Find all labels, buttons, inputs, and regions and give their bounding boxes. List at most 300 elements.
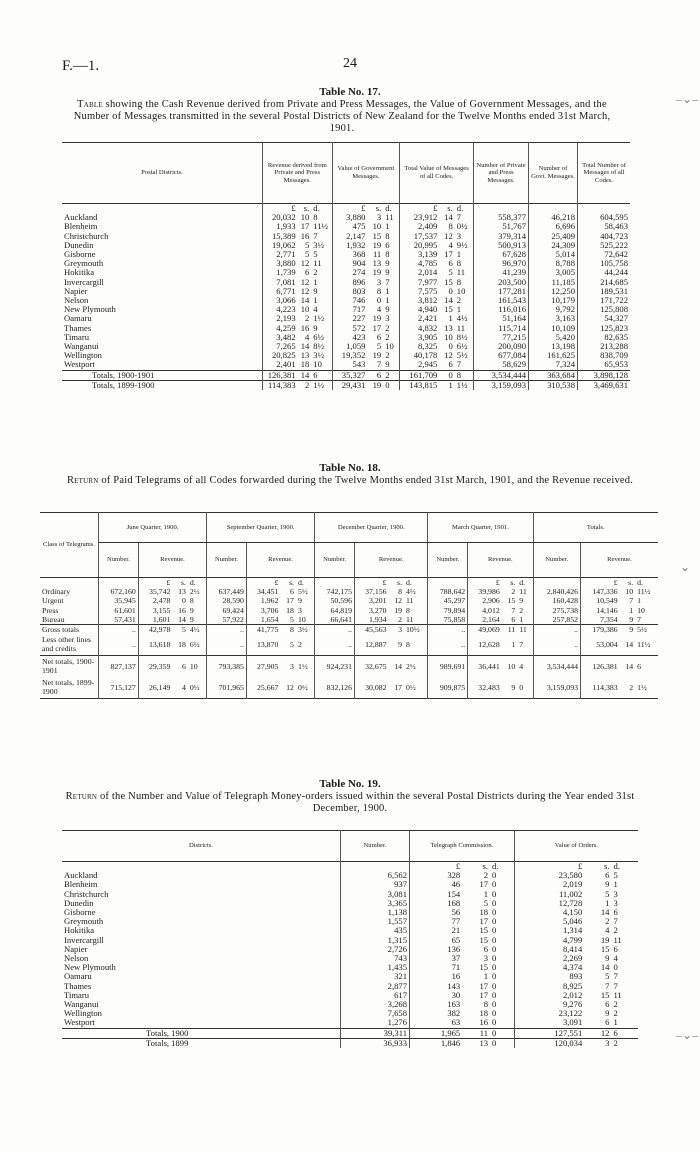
table18-subheader-number: Number.: [315, 543, 355, 578]
table-cell: 75,858: [428, 615, 468, 625]
row-label: Bureau: [40, 615, 99, 625]
table-cell: 558,377: [474, 213, 529, 222]
unit-label: £: [495, 578, 500, 587]
table-cell: 5½: [296, 587, 315, 596]
table-cell: 2: [296, 634, 315, 656]
table19-row: [62, 982, 638, 991]
table-cell: 788,642: [428, 587, 468, 596]
table-cell: 310,538: [529, 380, 578, 390]
unit-label: £: [274, 578, 279, 587]
table-cell: 13: [444, 322, 453, 333]
table-cell: 65: [451, 934, 461, 945]
table19-caption-lead: Return: [65, 791, 98, 802]
table-cell: 171,722: [600, 295, 628, 306]
table-cell: 11: [517, 625, 533, 635]
table-cell: 5: [290, 640, 294, 650]
district-name: Wellington: [62, 1009, 341, 1018]
district-name: Totals, 1899: [62, 1038, 341, 1048]
district-name: Totals, 1899-1900: [62, 380, 263, 390]
table-cell: ..: [207, 625, 247, 635]
table-cell: 5: [605, 888, 610, 899]
table-cell: 67,628: [474, 250, 529, 259]
table17: [62, 142, 630, 390]
table-cell: 7: [629, 596, 634, 606]
row-label: Urgent: [40, 596, 99, 605]
table-cell: 13,618: [148, 640, 171, 650]
table-cell: 379,314: [474, 232, 529, 241]
table-cell: 3,091: [562, 1017, 583, 1028]
table19-total-row: [62, 1038, 638, 1048]
table-cell: 1,654: [260, 614, 279, 624]
table18-row: [40, 615, 658, 625]
table-cell: 10: [300, 212, 310, 223]
table-cell: 227: [352, 313, 366, 324]
table-cell: 4: [304, 331, 310, 342]
table17-row: [62, 259, 630, 268]
table-cell: 4,150: [562, 907, 583, 918]
district-name: Dunedin: [62, 899, 341, 908]
table-cell: 2: [304, 313, 310, 324]
table-cell: 11: [507, 625, 516, 635]
table-cell: 3: [290, 662, 294, 672]
unit-label: £: [361, 203, 366, 213]
table-cell: 4½: [188, 625, 207, 635]
district-name: Westport: [62, 1018, 341, 1028]
table-cell: 115,714: [474, 324, 529, 333]
unit-label: £: [455, 861, 461, 871]
table-cell: 1,276: [341, 1018, 410, 1028]
table19-row: [62, 917, 638, 926]
table-cell: 19,062: [272, 239, 296, 250]
table-cell: 26,149: [148, 683, 171, 693]
table-cell: 701,965: [207, 677, 247, 699]
table-cell: 7: [383, 278, 399, 287]
table19-total-row: [62, 1028, 638, 1038]
table19-row: [62, 1009, 638, 1018]
table-cell: 7,081: [276, 276, 296, 287]
table-cell: 637,449: [207, 587, 247, 596]
table-cell: 896: [352, 276, 366, 287]
table-cell: ..: [428, 634, 468, 656]
table-cell: 1: [455, 250, 474, 259]
table-cell: 9,792: [529, 305, 578, 314]
table-cell: 44,244: [604, 267, 628, 278]
table19-caption-text: of the Number and Value of Telegraph Money-orders issued within the several Postal Districts during the Year ended 31st December, 1900.: [99, 791, 635, 814]
table-cell: 2,945: [418, 359, 438, 370]
table18-row: [40, 596, 658, 605]
table-cell: 3,159,093: [533, 677, 581, 699]
table19-row: [62, 899, 638, 908]
table-cell: 3: [483, 953, 489, 964]
table-cell: 7,658: [341, 1009, 410, 1018]
district-name: Blenheim: [62, 222, 263, 231]
table-cell: 9: [605, 1008, 610, 1019]
table-cell: 9: [188, 615, 207, 625]
margin-mark: –⌄–: [676, 92, 699, 106]
table17-header-private-count: Number of Private and Press Messages.: [474, 143, 529, 204]
table-cell: 8: [455, 278, 474, 287]
table-cell: 0: [490, 1038, 514, 1048]
table-cell: 15: [479, 962, 489, 973]
table-cell: 13,198: [529, 342, 578, 351]
district-name: Thames: [62, 324, 263, 333]
table17-row: [62, 241, 630, 250]
table-cell: 51,767: [474, 222, 529, 231]
table17-caption-text: showing the Cash Revenue derived from Private and Press Messages, the Value of Government Messages, and the Number of Messages transmitted in the several Postal Districts of New Zealand for the Twelve Months ended 31st March, 1901.: [73, 99, 611, 134]
table-cell: 15: [444, 276, 453, 287]
table-cell: 42,978: [148, 625, 171, 635]
row-label: Ordinary: [40, 587, 99, 596]
district-name: Timaru: [62, 333, 263, 342]
table-cell: 1,962: [260, 596, 279, 606]
table-cell: 12: [300, 258, 310, 269]
table-cell: 0: [490, 899, 514, 908]
table-cell: 57,431: [99, 615, 139, 625]
district-name: Auckland: [62, 213, 263, 222]
table-cell: 18: [479, 1008, 489, 1019]
table-cell: 12: [394, 596, 403, 606]
table19-row: [62, 1000, 638, 1009]
table-cell: 4,832: [418, 322, 438, 333]
table18-subheader-number: Number.: [533, 543, 581, 578]
unit-label: £: [166, 578, 171, 587]
table-cell: 4½: [455, 314, 474, 323]
table-cell: 1: [613, 1017, 618, 1028]
table-cell: 746: [352, 295, 366, 306]
district-name: New Plymouth: [62, 963, 341, 972]
table-cell: 1: [383, 287, 399, 296]
table-cell: 50,596: [315, 596, 355, 605]
table-cell: 19: [600, 934, 610, 945]
table-cell: 54,327: [604, 313, 628, 324]
unit-label: d.: [383, 204, 399, 214]
table-cell: 0: [490, 954, 514, 963]
table-cell: 14: [444, 295, 453, 306]
table-cell: 61,601: [99, 606, 139, 615]
table-cell: 8½: [311, 342, 332, 351]
table-cell: 1½: [311, 314, 332, 323]
table-cell: 71: [451, 962, 461, 973]
table-cell: 14: [625, 662, 634, 672]
district-name: Oamaru: [62, 972, 341, 981]
table-cell: 5½: [455, 351, 474, 360]
table18-net-row: [40, 656, 658, 678]
table-cell: 6: [376, 369, 382, 380]
table19-caption: [60, 791, 640, 815]
table-cell: 12,887: [365, 640, 387, 650]
table-cell: 11: [479, 1027, 489, 1038]
table-cell: 2,019: [562, 879, 583, 890]
table-cell: 1: [629, 605, 634, 615]
table-cell: 13: [479, 1037, 489, 1048]
table-cell: 604,595: [600, 212, 628, 223]
table18-header-march: March Quarter, 1901.: [428, 513, 533, 543]
district-name: Invercargill: [62, 936, 341, 945]
table-cell: 0: [448, 369, 453, 380]
margin-mark: ⌄: [680, 560, 691, 574]
row-label: Net totals, 1900-1901: [40, 656, 99, 678]
unit-label: £: [433, 203, 438, 213]
unit-label: d.: [490, 862, 514, 872]
table-cell: 2: [311, 268, 332, 277]
table18-quarter-row: [40, 513, 658, 543]
table-cell: 0: [490, 972, 514, 981]
table18-header-june: June Quarter, 1900.: [99, 513, 207, 543]
table17-header-govt-value: Value of Government Messages.: [332, 143, 400, 204]
table-cell: 126,381: [592, 662, 618, 672]
table-cell: 14: [600, 907, 610, 918]
table-cell: 3: [613, 888, 618, 899]
table-cell: 1,435: [341, 963, 410, 972]
table-cell: 2: [383, 333, 399, 342]
table-cell: 17: [444, 249, 453, 260]
table-cell: 3,469,631: [593, 379, 628, 390]
table17-row: [62, 287, 630, 296]
table17-caption-lead: Table: [77, 99, 103, 110]
table-cell: 10: [637, 605, 645, 615]
table-cell: 4,223: [276, 304, 296, 315]
table-cell: 1,315: [341, 936, 410, 945]
table-cell: 10,109: [529, 324, 578, 333]
table-cell: 5: [376, 341, 382, 352]
table-cell: ..: [207, 634, 247, 656]
table18-subheader-revenue: Revenue.: [138, 543, 206, 578]
unit-label: s.: [397, 578, 403, 587]
table17-row: [62, 360, 630, 370]
table-cell: 4: [605, 925, 610, 936]
table-cell: 274: [352, 267, 366, 278]
district-name: Thames: [62, 982, 341, 991]
table-cell: 7,265: [276, 341, 296, 352]
table-cell: 11: [517, 587, 533, 596]
table-cell: 49,069: [478, 625, 500, 635]
table-cell: 2: [613, 1037, 618, 1048]
table-cell: 0½: [455, 222, 474, 231]
table-cell: 6: [613, 1027, 618, 1038]
table-cell: 39,986: [478, 587, 500, 597]
district-name: Greymouth: [62, 917, 341, 926]
table-cell: 9: [629, 625, 634, 635]
table-cell: ..: [99, 625, 139, 635]
district-name: Blenheim: [62, 880, 341, 889]
table18-less-row: [40, 634, 658, 656]
table19-row: [62, 880, 638, 889]
table-cell: 717: [352, 304, 366, 315]
table-cell: 3: [605, 1037, 610, 1048]
table-cell: 17: [372, 322, 382, 333]
table-cell: 2,840,426: [533, 587, 581, 596]
table-cell: 12,728: [558, 897, 583, 908]
table-cell: 9½: [455, 241, 474, 250]
table-cell: 6½: [311, 333, 332, 342]
table-cell: 15: [507, 596, 516, 606]
table-cell: 120,034: [554, 1037, 583, 1048]
table-cell: 7: [511, 605, 516, 615]
table-cell: 4,259: [276, 322, 296, 333]
district-name: Auckland: [62, 871, 341, 880]
unit-label: £: [577, 861, 583, 871]
table-cell: 3,812: [418, 295, 438, 306]
table-cell: ..: [315, 634, 355, 656]
table-cell: 114,383: [268, 379, 296, 390]
table18-caption-text: of Paid Telegrams of all Codes forwarded during the Twelve Months ended 31st March, 1901, and the Revenue received.: [101, 475, 634, 486]
table-cell: 7: [517, 634, 533, 656]
table-cell: 10: [444, 331, 453, 342]
table-cell: 69,424: [207, 606, 247, 615]
table-cell: 8,325: [418, 341, 438, 352]
table-cell: 2: [455, 296, 474, 305]
table-cell: 1: [511, 640, 516, 650]
table-cell: 200,090: [474, 342, 529, 351]
table-cell: 8: [455, 259, 474, 268]
table-cell: 3: [376, 276, 382, 287]
table-cell: 1,932: [346, 239, 366, 250]
table-cell: 12: [286, 683, 294, 693]
table-cell: 4,785: [418, 258, 438, 269]
table-cell: 0: [376, 295, 382, 306]
district-name: Napier: [62, 287, 263, 296]
table-cell: 1½: [637, 683, 647, 693]
table-cell: ..: [428, 625, 468, 635]
unit-label: £: [613, 578, 618, 587]
table-cell: 179,386: [592, 625, 618, 635]
table17-header-total-value: Total Value of Messages of all Codes.: [400, 143, 474, 204]
table-cell: 11: [455, 268, 474, 277]
table-cell: 0½: [404, 677, 428, 699]
table-cell: 1: [383, 222, 399, 231]
table19-row: [62, 936, 638, 945]
table-cell: 1,314: [562, 925, 583, 936]
table-cell: 832,126: [315, 677, 355, 699]
table-cell: 10½: [404, 625, 428, 635]
table18-caption-lead: Return: [66, 475, 99, 486]
table-cell: 6: [181, 662, 186, 672]
table-cell: 161,709: [409, 369, 438, 380]
table-cell: 3½: [311, 351, 332, 360]
table-cell: 10,179: [529, 296, 578, 305]
table-cell: 79,894: [428, 606, 468, 615]
table-cell: 2,409: [418, 221, 438, 232]
table-cell: 8: [311, 213, 332, 222]
table-cell: 7: [376, 359, 382, 370]
table-cell: 5,046: [562, 916, 583, 927]
table-cell: 2: [613, 999, 618, 1010]
table-cell: 37,156: [365, 587, 387, 597]
table18-header-september: September Quarter, 1900.: [207, 513, 315, 543]
district-name: Christchurch: [62, 890, 341, 899]
table-cell: 2: [511, 587, 516, 597]
table-cell: 6: [448, 359, 453, 370]
table-cell: 36,441: [478, 662, 500, 672]
table-cell: 3,898,128: [593, 369, 628, 380]
table-cell: 435: [341, 926, 410, 935]
table-cell: 8: [383, 232, 399, 241]
table-cell: 14: [600, 962, 610, 973]
table-cell: 51,164: [474, 314, 529, 323]
table-cell: 838,709: [600, 350, 628, 361]
table-cell: 2: [629, 683, 634, 693]
table-cell: 12,250: [529, 287, 578, 296]
table-cell: 2,726: [341, 945, 410, 954]
table-cell: 6: [290, 587, 294, 597]
table-cell: 6,562: [341, 871, 410, 880]
unit-label: d.: [296, 578, 315, 588]
table-cell: 39,311: [341, 1028, 410, 1038]
table19-row: [62, 954, 638, 963]
table-cell: 35,327: [341, 369, 366, 380]
table-cell: 45,563: [365, 625, 387, 635]
table-cell: 40,178: [413, 350, 438, 361]
table-cell: 17: [479, 980, 489, 991]
table-cell: 2,164: [482, 614, 500, 624]
table-cell: 161,625: [529, 351, 578, 360]
table-cell: 11,002: [558, 888, 583, 899]
table-cell: 0: [490, 982, 514, 991]
table-cell: 6: [613, 907, 618, 918]
table-cell: 143: [447, 980, 461, 991]
table-cell: 21: [451, 925, 461, 936]
table-cell: 4: [181, 683, 186, 693]
table-cell: 35,742: [148, 587, 171, 597]
table-cell: 14: [625, 640, 634, 650]
table-cell: 2½: [188, 587, 207, 596]
table-cell: 3,139: [418, 249, 438, 260]
district-name: Timaru: [62, 991, 341, 1000]
table-cell: 328: [447, 870, 461, 881]
table19-row: [62, 991, 638, 1000]
table-cell: 0: [490, 1009, 514, 1018]
table-cell: 11½: [637, 587, 651, 597]
table-cell: 2,014: [418, 267, 438, 278]
table-cell: 10: [455, 287, 474, 296]
table-cell: 9,276: [562, 999, 583, 1010]
table-cell: 15: [600, 989, 610, 1000]
unit-label: d.: [637, 578, 644, 587]
table-cell: 3,081: [341, 890, 410, 899]
table-cell: 14: [394, 662, 403, 672]
row-label: Less other lines and credits: [40, 634, 99, 656]
table-cell: 11: [311, 259, 332, 268]
table-cell: 0: [448, 341, 453, 352]
table-cell: 6: [637, 662, 642, 672]
table-cell: 3,270: [369, 605, 387, 615]
table-cell: 4,940: [418, 304, 438, 315]
table-cell: 25,409: [529, 232, 578, 241]
table-cell: 6: [483, 943, 489, 954]
table-cell: 12: [444, 350, 453, 361]
unit-label: d.: [311, 204, 332, 214]
table-cell: 803: [352, 285, 366, 296]
district-name: Wellington: [62, 351, 263, 360]
table-cell: 0: [383, 380, 399, 390]
district-name: Wanganui: [62, 1000, 341, 1009]
table-cell: 6: [605, 870, 610, 881]
table18-row: [40, 587, 658, 596]
table-cell: 6,771: [276, 285, 296, 296]
table17-header-govt-count: Number of Govt. Messages.: [529, 143, 578, 204]
district-name: Gisborne: [62, 908, 341, 917]
table-cell: 0: [490, 945, 514, 954]
table-cell: 0: [448, 285, 453, 296]
table-cell: 893: [569, 971, 583, 982]
table-cell: 0: [490, 936, 514, 945]
table-cell: 2,906: [482, 596, 500, 606]
table-cell: 5: [311, 250, 332, 259]
table18-gross-row: [40, 625, 658, 635]
table-cell: 10: [625, 587, 634, 597]
table-cell: 46,218: [529, 213, 578, 222]
table-cell: 368: [352, 249, 366, 260]
